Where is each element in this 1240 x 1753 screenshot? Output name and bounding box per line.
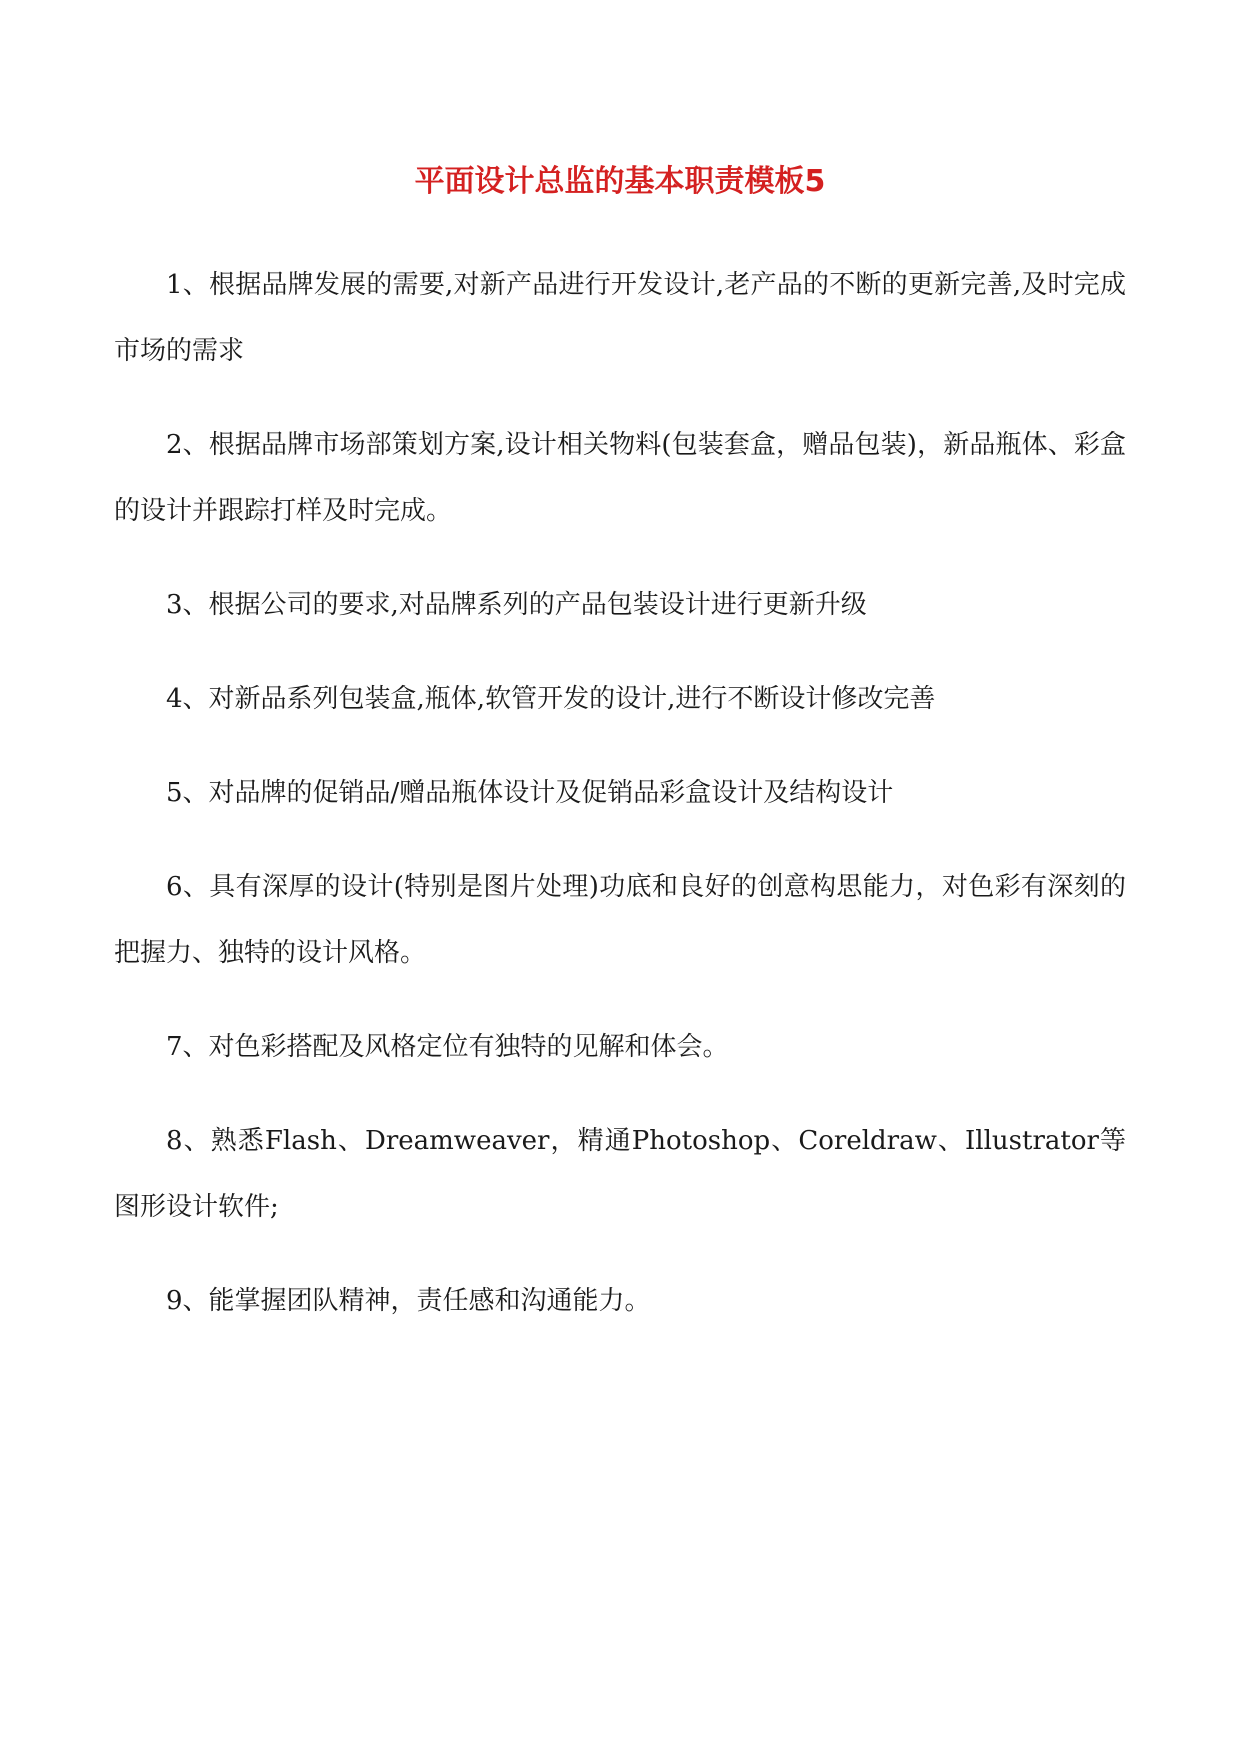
paragraph-7: 7、对色彩搭配及风格定位有独特的见解和体会。 xyxy=(166,1032,729,1062)
paragraph-1: 1、根据品牌发展的需要,对新产品进行开发设计,老产品的不断的更新完善,及时完成市场的需求 xyxy=(114,270,1126,366)
paragraph-9: 9、能掌握团队精神，责任感和沟通能力。 xyxy=(166,1286,651,1316)
paragraph-3: 3、根据公司的要求,对品牌系列的产品包装设计进行更新升级 xyxy=(166,590,867,620)
document-title: 平面设计总监的基本职责模板5 xyxy=(414,164,826,199)
document-body xyxy=(114,252,1126,1362)
paragraph-4: 4、对新品系列包装盒,瓶体,软管开发的设计,进行不断设计修改完善 xyxy=(166,684,936,714)
paragraph-5: 5、对品牌的促销品/赠品瓶体设计及促销品彩盒设计及结构设计 xyxy=(166,778,894,808)
paragraph-6: 6、具有深厚的设计(特别是图片处理)功底和良好的创意构思能力，对色彩有深刻的把握力、独特的设计风格。 xyxy=(114,872,1126,968)
paragraph-2: 2、根据品牌市场部策划方案,设计相关物料(包装套盒，赠品包装)，新品瓶体、彩盒的设计并跟踪打样及时完成。 xyxy=(114,430,1126,526)
paragraph-8: 8、熟悉Flash、Dreamweaver，精通Photoshop、Coreldraw、Illustrator等图形设计软件; xyxy=(114,1126,1126,1222)
